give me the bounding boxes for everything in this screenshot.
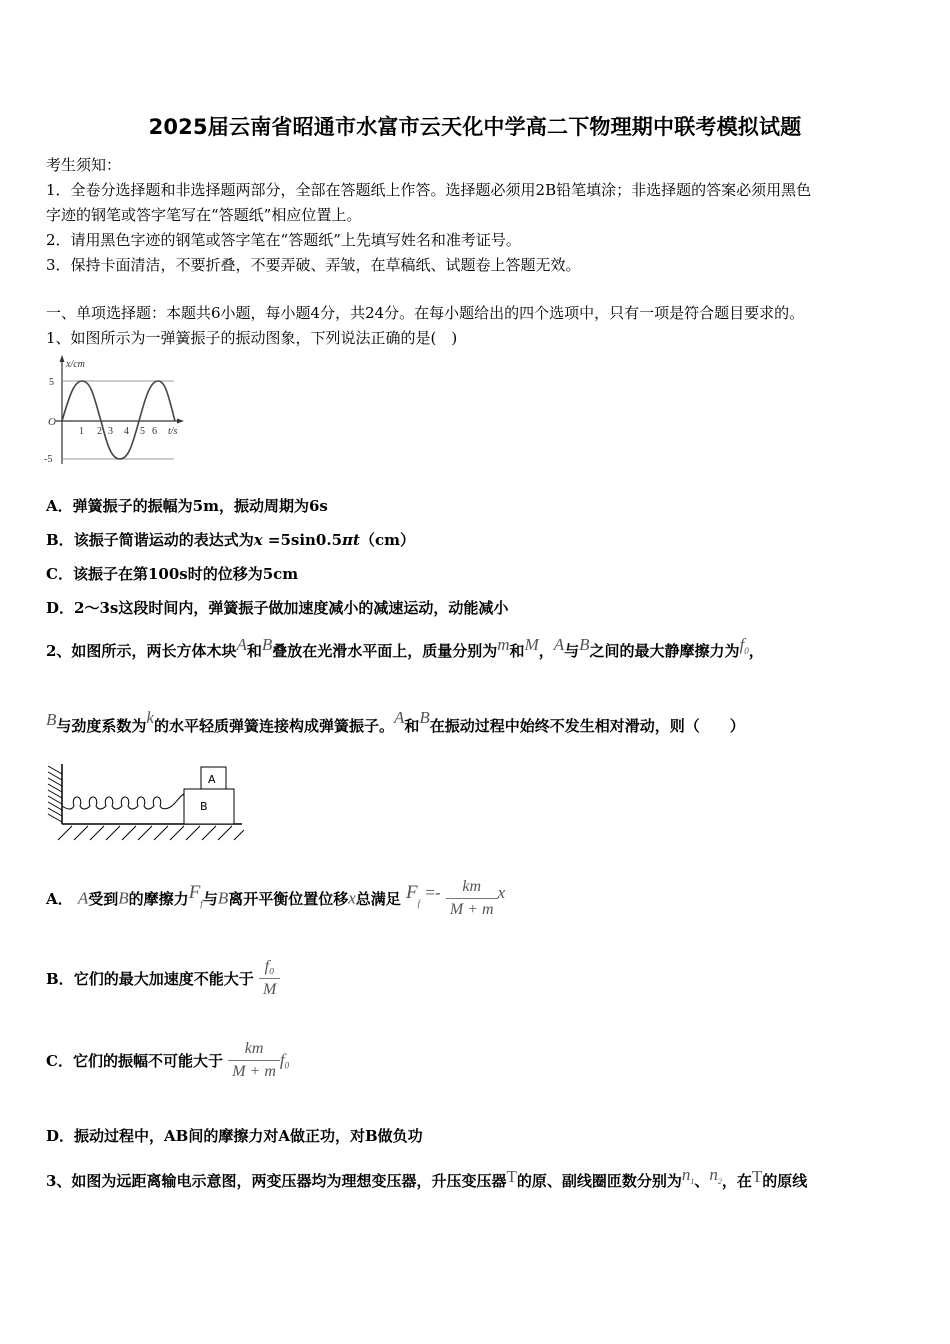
- block-a-label: A: [208, 773, 216, 786]
- q2-option-d[interactable]: D．振动过程中，AB间的摩擦力对A做正功，对B做负功: [46, 1127, 423, 1145]
- oscillation-graph: [44, 352, 189, 470]
- notice-item-1: 1．全卷分选择题和非选择题两部分，全部在答题纸上作答。选择题必须用2B铅笔填涂；非选择题的答案必须用黑色: [46, 181, 812, 199]
- q1-option-d[interactable]: D．2～3s这段时间内，弹簧振子做加速度减小的减速运动，动能减小: [46, 599, 509, 617]
- svg-text:2: 2: [97, 426, 102, 437]
- svg-text:-5: -5: [44, 454, 53, 465]
- fraction-km-over-Mm: $\frac{km}{M + m}$: [446, 878, 498, 919]
- notice-item-2: 2．请用黑色字迹的钢笔或答字笔在“答题纸”上先填写姓名和准考证号。: [46, 231, 521, 249]
- section-heading: 一、单项选择题：本题共6小题，每小题4分，共24分。在每小题给出的四个选项中，只有一项是符合题目要求的。: [46, 304, 805, 322]
- svg-text:5: 5: [49, 377, 54, 388]
- question-2-stem-line-2: B与劲度系数为k的水平轻质弹簧连接构成弹簧振子。A和B在振动过程中始终不发生相对滑动，则（ ）: [46, 708, 745, 735]
- q1-option-b[interactable]: B．该振子简谐运动的表达式为x =5sin0.5πt（cm）: [46, 531, 415, 549]
- svg-text:1: 1: [79, 426, 84, 437]
- notice-heading: 考生须知：: [46, 156, 122, 174]
- question-3-stem: 3、如图为远距离输电示意图，两变压器均为理想变压器，升压变压器T的原、副线圈匝数分别为$n_1$、$n_2$，在T的原线: [46, 1165, 808, 1190]
- notice-item-3: 3．保持卡面清洁，不要折叠，不要弄破、弄皱，在草稿纸、试题卷上答题无效。: [46, 256, 581, 274]
- svg-text:6: 6: [152, 426, 157, 437]
- q1-option-a[interactable]: A．弹簧振子的振幅为5m，振动周期为6s: [46, 497, 328, 515]
- fraction-f0-over-M: $\frac{\text{f₀}}{M}$: [259, 958, 280, 999]
- y-axis-label: x/cm: [66, 359, 85, 370]
- notice-item-1-cont: 字迹的钢笔或答字笔写在“答题纸”相应位置上。: [46, 206, 362, 224]
- svg-text:4: 4: [124, 426, 129, 437]
- page-title: 2025届云南省昭通市水富市云天化中学高二下物理期中联考模拟试题: [148, 115, 802, 139]
- block-b-label: B: [200, 800, 208, 813]
- q2-option-c[interactable]: C．它们的振幅不可能大于 $\frac{km}{M + m}$ $f_0$: [46, 1040, 290, 1080]
- question-1-stem: 1、如图所示为一弹簧振子的振动图象，下列说法正确的是( ): [46, 329, 458, 347]
- x-axis-label: t/s: [168, 426, 178, 437]
- spring-block-diagram: [44, 760, 244, 842]
- q2-option-a[interactable]: A． A受到B的摩擦力$F_f$与B离开平衡位置位移x总满足 $F_f$ =- $\frac{km}{M + m}$ x: [46, 878, 506, 918]
- svg-text:O: O: [48, 416, 56, 428]
- q1-option-c[interactable]: C．该振子在第100s时的位移为5cm: [46, 565, 299, 583]
- fraction-km-over-Mm: $\frac{km}{M + m}$: [228, 1040, 280, 1081]
- question-2-stem-line-1: 2、如图所示，两长方体木块A和B叠放在光滑水平面上，质量分别为m和M，A与B之间的最大静摩擦力为$f_0$，: [46, 635, 764, 660]
- q2-option-b[interactable]: B．它们的最大加速度不能大于 $\frac{\text{f₀}}{M}$: [46, 958, 280, 999]
- svg-text:3: 3: [108, 426, 113, 437]
- svg-text:5: 5: [140, 426, 145, 437]
